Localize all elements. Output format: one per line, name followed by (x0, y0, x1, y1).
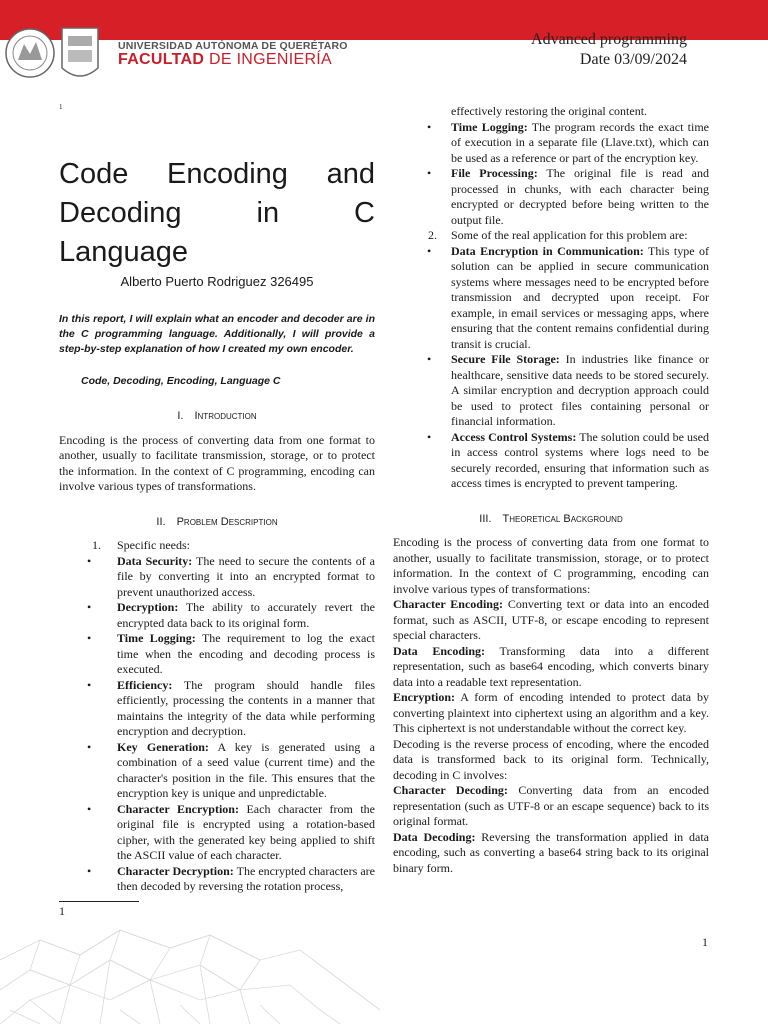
term-text: The requirement to log the exact time when the encoding and decoding process is executed. (117, 631, 375, 676)
term: Access Control Systems: (451, 429, 577, 444)
title-word: and (326, 158, 375, 190)
bullet-item (393, 244, 709, 353)
university-logos (4, 20, 104, 90)
term-text: Transforming data into a different representation, such as base64 encoding, which converts binary data into a readable text representation. (393, 643, 710, 689)
term: Character Decryption: (117, 863, 234, 878)
section-heading-theory: III. Theoretical Background (479, 512, 623, 525)
document-date: Date 03/09/2024 (579, 51, 687, 68)
title-word: Language (59, 236, 189, 268)
section-heading-problem: II. Problem Description (156, 515, 278, 528)
footnote-number: 1 (59, 904, 65, 918)
term-text: This type of solution can be applied in secure communication systems where messages need to be encrypted before transmission and decrypted upon receipt. For example, in email services or messaging apps, where ensuring that the content remains confidential during transit is crucial. (451, 243, 709, 351)
faculty-name: FACULTAD DE INGENIERÍA (118, 51, 333, 68)
term-text: Converting data from an encoded representation (such as UTF-8 or an escape sequence) back to its original format. (393, 783, 709, 828)
term-text: Converting text or data into an encoded format, such as ASCII, UTF-8, or escape encoding to represent special characters. (393, 597, 709, 642)
numbered-item: 1. Specific needs: (92, 538, 190, 552)
definition (393, 597, 709, 644)
bullet-item (59, 864, 375, 895)
keywords: Code, Decoding, Encoding, Language C (81, 374, 281, 387)
bullet-item (59, 678, 375, 740)
bullet-icon: • (87, 677, 92, 692)
bullet-item (59, 600, 375, 631)
numbered-item: 2. Some of the real application for this problem are: (428, 228, 688, 242)
bullet-item (59, 554, 375, 601)
term: Encryption: (393, 690, 456, 704)
title-line (59, 194, 375, 233)
introduction-text: Encoding is the process of converting data from one format to another, usually to facilitate transmission, storage, or to protect the information. In the context of C programming, encoding can involve various types of transformations. (59, 432, 375, 493)
section-heading-introduction: I. Introduction (177, 410, 257, 422)
term: Data Encoding: (393, 643, 486, 658)
definition (393, 644, 709, 691)
decoding-text: Decoding is the reverse process of encoding, where the encoded data is transformed back to its original form. Technically, decoding in C involves: (393, 736, 709, 782)
university-name: UNIVERSIDAD AUTÓNOMA DE QUERÉTARO (118, 40, 348, 52)
bullet-icon: • (87, 600, 92, 614)
title-line (59, 155, 375, 194)
term-text: The program records the exact time of execution in a separate file (Llave.txt), which can be used as a reference or part of the encryption key. (451, 119, 709, 165)
definition (393, 783, 709, 830)
bullet-item (393, 430, 709, 492)
term: Data Decoding: (393, 829, 476, 844)
bullet-icon: • (427, 243, 432, 258)
bullet-icon: • (427, 352, 432, 366)
theory-definitions (393, 597, 709, 737)
term: Data Encryption in Communication: (451, 243, 644, 258)
title-word: C (354, 197, 375, 229)
right-column (393, 104, 709, 876)
decoding-definitions (393, 783, 709, 876)
title-line (59, 233, 375, 272)
term: Character Decoding: (393, 783, 508, 797)
term: Secure File Storage: (451, 352, 560, 366)
term-text: The encrypted characters are then decoded by reversing the rotation process, (117, 863, 375, 893)
term: Data Security: (117, 553, 193, 568)
bullet-icon: • (427, 119, 432, 134)
term-text: Reversing the transformation applied in data encoding, such as converting a base64 string back to its original binary form. (393, 829, 709, 875)
term: Character Encoding: (393, 597, 503, 611)
bullet-icon: • (87, 739, 92, 754)
term-text: The original file is read and processed in chunks, with each character being encrypted or decrypted before being written to the output file. (451, 166, 710, 227)
decorative-pattern (0, 900, 400, 1024)
term: Efficiency: (117, 677, 173, 692)
footnote-marker: 1 (59, 103, 63, 111)
left-column (59, 105, 375, 895)
paper-title (59, 155, 375, 272)
definition (393, 690, 709, 737)
term: Time Logging: (451, 119, 528, 134)
term-text: In industries like finance or healthcare, sensitive data needs to be stored securely. A similar encryption and decryption approach could be used to protect files containing personal or financial information. (451, 352, 709, 428)
term-text: Each character from the original file is encrypted using a rotation-based cipher, with the generated key being applied to shift the ASCII value of each character. (117, 801, 375, 862)
bullet-item (393, 166, 709, 228)
term: Decryption: (117, 600, 179, 614)
needs-more-list (393, 120, 709, 229)
applications-list (393, 244, 709, 492)
list-item-continuation: effectively restoring the original content. (451, 104, 648, 118)
term-text: The solution could be used in access control systems where logs need to be securely recorded, ensuring that information such as access times is encrypted to prevent tampering. (451, 429, 710, 490)
title-word: Code (59, 158, 129, 190)
term: Time Logging: (117, 631, 196, 645)
needs-list (59, 554, 375, 895)
bullet-icon: • (87, 553, 92, 568)
page-number: 1 (702, 935, 708, 949)
term: Key Generation: (117, 739, 209, 754)
bullet-icon: • (87, 631, 92, 645)
title-word: Decoding (59, 197, 182, 229)
bullet-icon: • (87, 863, 92, 878)
term-text: The program should handle files efficiently, processing the contents in a manner that maintains the integrity of the data while performing encryption and decryption. (117, 677, 375, 738)
author: Alberto Puerto Rodriguez 326495 (120, 274, 314, 289)
definition (393, 830, 709, 877)
title-word: in (256, 197, 280, 229)
term-text: The ability to accurately revert the encrypted data back to its original form. (117, 600, 375, 630)
term: Character Encryption: (117, 801, 239, 816)
abstract: In this report, I will explain what an encoder and decoder are in the C programming language. Additionally, I will provide a step-by-step explanation of how I created my own encoder. (59, 312, 375, 355)
bullet-icon: • (427, 429, 432, 444)
bullet-icon: • (427, 166, 432, 180)
term: File Processing: (451, 166, 538, 180)
term-text: A key is generated using a combination of a seed value (current time) and the character's position in the file. This ensures that the encryption key is unique and unpredictable. (117, 739, 375, 800)
title-word: Encoding (167, 158, 288, 190)
bullet-icon: • (87, 801, 92, 816)
course-name: Advanced programming (531, 31, 687, 48)
bullet-item (59, 802, 375, 864)
uaq-seal-icon (6, 29, 54, 77)
term-text: The need to secure the contents of a file by converting it into an encrypted format to prevent unauthorized access. (117, 553, 375, 599)
bullet-item (59, 740, 375, 802)
bullet-item (59, 631, 375, 678)
bullet-item (393, 352, 709, 430)
faculty-shield-icon (62, 28, 98, 76)
theory-intro-text: Encoding is the process of converting data from one format to another, usually to facilitate transmission, storage, or to protect information. In the context of C programming, encoding can involve various types of transformations: (393, 535, 709, 596)
term-text: A form of encoding intended to protect data by converting plaintext into ciphertext using an algorithm and a key. This ciphertext is not understandable without the correct key. (393, 690, 709, 735)
bullet-item (393, 120, 709, 167)
